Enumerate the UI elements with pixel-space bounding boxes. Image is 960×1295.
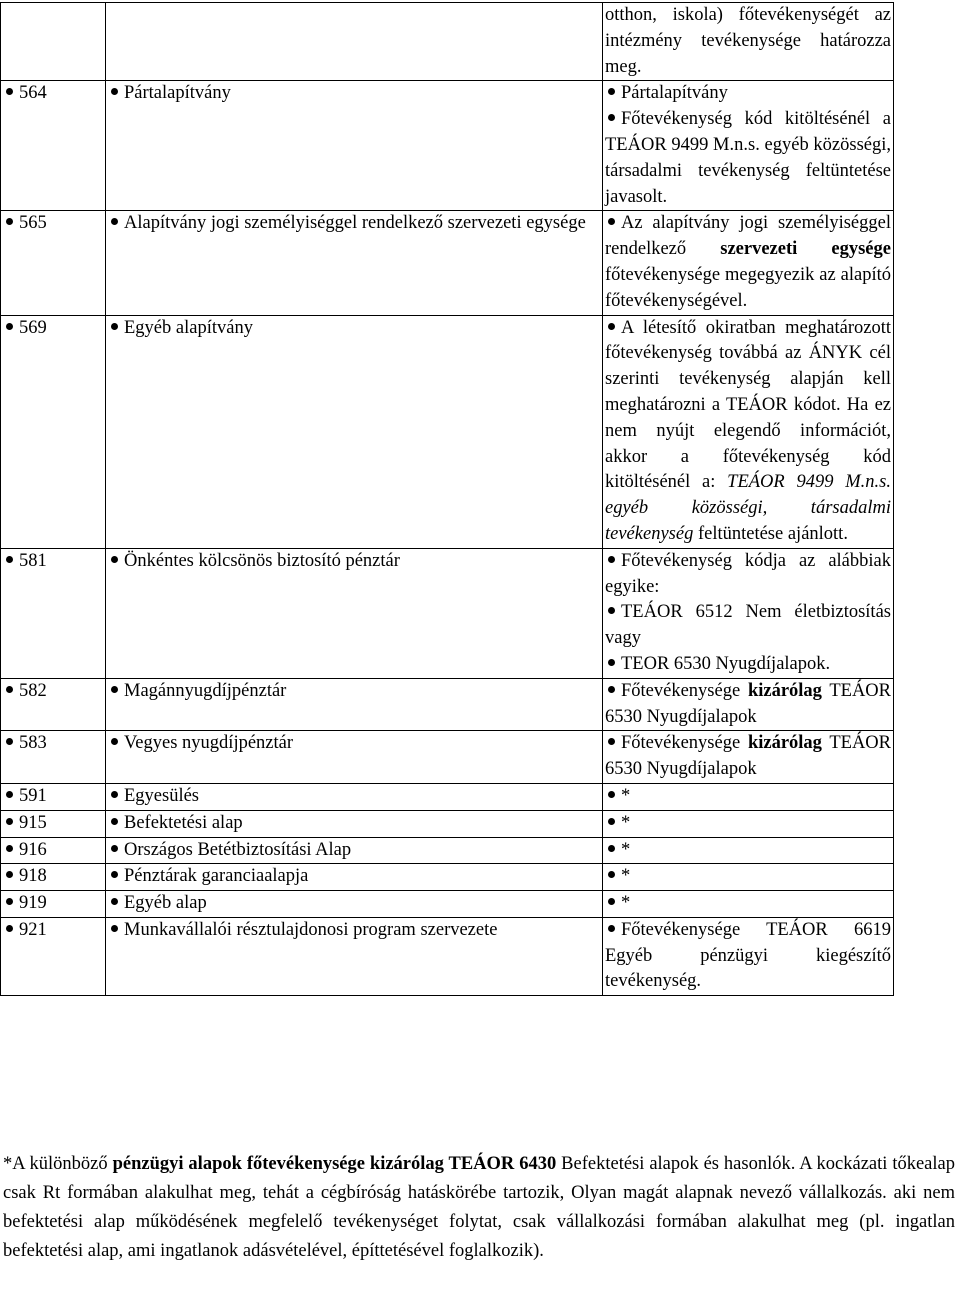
code-cell	[1, 211, 106, 315]
bullet-icon	[6, 845, 13, 852]
bullet-icon	[608, 556, 615, 563]
bullet-icon	[608, 845, 615, 852]
bullet-icon	[6, 323, 13, 330]
bullet-icon	[608, 218, 615, 225]
note-cell: *	[603, 891, 894, 918]
bullet-icon	[6, 925, 13, 932]
code-cell	[1, 810, 106, 837]
table-row	[1, 81, 894, 211]
bullet-icon	[111, 738, 118, 745]
note-cell: Főtevékenysége kizárólag TEÁOR 6530 Nyugdíjalapok	[603, 678, 894, 731]
table-row	[1, 548, 894, 678]
note-cell: *	[603, 810, 894, 837]
name-cell	[106, 837, 603, 864]
code-cell	[1, 917, 106, 995]
name-text: Befektetési alap	[124, 812, 243, 833]
note-cell: Pártalapítvány Főtevékenység kód kitöltésénél a TEÁOR 9499 M.n.s. egyéb közösségi, társadalmi tevékenység feltüntetése javasolt.	[603, 81, 894, 211]
code-text: 583	[19, 733, 47, 754]
table-row	[1, 678, 894, 731]
name-cell	[106, 3, 603, 81]
bullet-icon	[608, 738, 615, 745]
bullet-icon	[6, 88, 13, 95]
bullet-icon	[6, 898, 13, 905]
bullet-icon	[111, 88, 118, 95]
table-row	[1, 810, 894, 837]
note-cell: *	[603, 783, 894, 810]
table-row	[1, 211, 894, 315]
code-text: 564	[19, 83, 47, 104]
table-row	[1, 783, 894, 810]
bullet-icon	[608, 88, 615, 95]
organization-type-table	[0, 2, 894, 996]
code-cell	[1, 837, 106, 864]
bullet-icon	[608, 818, 615, 825]
name-cell	[106, 810, 603, 837]
bullet-icon	[608, 114, 615, 121]
bullet-icon	[608, 898, 615, 905]
code-text: 569	[19, 317, 47, 338]
name-cell	[106, 315, 603, 548]
bullet-icon	[111, 871, 118, 878]
bullet-icon	[608, 607, 615, 614]
bullet-icon	[111, 556, 118, 563]
code-text: 582	[19, 680, 47, 701]
table-row	[1, 864, 894, 891]
name-cell	[106, 548, 603, 678]
bullet-icon	[6, 818, 13, 825]
bullet-icon	[6, 738, 13, 745]
note-cell: *	[603, 837, 894, 864]
name-cell	[106, 211, 603, 315]
name-text: Pénztárak garanciaalapja	[124, 866, 309, 887]
name-cell	[106, 864, 603, 891]
bullet-icon	[6, 218, 13, 225]
name-text: Munkavállalói résztulajdonosi program szervezete	[124, 919, 498, 940]
bullet-icon	[608, 925, 615, 932]
table-row	[1, 315, 894, 548]
name-text: Önkéntes kölcsönös biztosító pénztár	[124, 550, 400, 571]
code-cell	[1, 678, 106, 731]
note-cell: *	[603, 864, 894, 891]
name-text: Pártalapítvány	[124, 83, 231, 104]
code-text: 919	[19, 893, 47, 914]
table-row	[1, 891, 894, 918]
code-text: 916	[19, 839, 47, 860]
note-cell: Az alapítvány jogi személyiséggel rendelkező szervezeti egysége főtevékenysége megegyezik az alapító főtevékenységével.	[603, 211, 894, 315]
code-text: 565	[19, 213, 47, 234]
name-text: Alapítvány jogi személyiséggel rendelkező szervezeti egysége	[124, 213, 586, 234]
bullet-icon	[111, 686, 118, 693]
bullet-icon	[111, 898, 118, 905]
note-cell: otthon, iskola) főtevékenységét az intézmény tevékenysége határozza meg.	[603, 3, 894, 81]
code-text: 581	[19, 550, 47, 571]
table-row	[1, 731, 894, 784]
code-text: 918	[19, 866, 47, 887]
bullet-icon	[608, 323, 615, 330]
name-text: Vegyes nyugdíjpénztár	[124, 733, 294, 754]
code-cell	[1, 3, 106, 81]
note-cell: A létesítő okiratban meghatározott főtevékenység továbbá az ÁNYK cél szerinti tevékenység alapján kell meghatározni a TEÁOR kódot. Ha ez nem nyújt elegendő információt, akkor a főtevékenység kód kitöltésénél a: TEÁOR 9499 M.n.s. egyéb közösségi, társadalmi tevékenység feltüntetése ajánlott.	[603, 315, 894, 548]
bullet-icon	[6, 791, 13, 798]
name-text: Egyéb alap	[124, 893, 207, 914]
footnote: *A különböző pénzügyi alapok főtevékenysége kizárólag TEÁOR 6430 Befektetési alapok és hasonlók. A kockázati tőkealap csak Rt formában alakulhat meg, tehát a cégbíróság hatáskörébe tartozik, Olyan magát alapnak nevező vállalkozás. aki nem befektetési alap működésének megfelelő tevékenységet folytat, csak vállalkozási formában alakulhat meg (pl. ingatlan befektetési alap, ami ingatlanok adásvételével, építtetésével foglalkozik).	[3, 1154, 955, 1261]
code-cell	[1, 81, 106, 211]
bullet-icon	[111, 925, 118, 932]
table-body	[1, 3, 894, 996]
note-cell: Főtevékenysége TEÁOR 6619 Egyéb pénzügyi kiegészítő tevékenység.	[603, 917, 894, 995]
name-text: Országos Betétbiztosítási Alap	[124, 839, 352, 860]
name-cell	[106, 81, 603, 211]
name-text: Egyesülés	[124, 785, 200, 806]
code-cell	[1, 864, 106, 891]
bullet-icon	[6, 556, 13, 563]
code-cell	[1, 783, 106, 810]
name-text: Egyéb alapítvány	[124, 317, 253, 338]
note-cell: Főtevékenység kódja az alábbiak egyike: TEÁOR 6512 Nem életbiztosítás vagy TEOR 6530 Nyugdíjalapok.	[603, 548, 894, 678]
code-text: 915	[19, 812, 47, 833]
note-cell: Főtevékenysége kizárólag TEÁOR 6530 Nyugdíjalapok	[603, 731, 894, 784]
bullet-icon	[111, 845, 118, 852]
code-cell	[1, 548, 106, 678]
name-cell	[106, 731, 603, 784]
table-row	[1, 837, 894, 864]
bullet-icon	[608, 871, 615, 878]
name-cell	[106, 891, 603, 918]
bullet-icon	[608, 659, 615, 666]
bullet-icon	[6, 686, 13, 693]
code-cell	[1, 891, 106, 918]
name-text: Magánnyugdíjpénztár	[124, 680, 287, 701]
bullet-icon	[6, 871, 13, 878]
code-cell	[1, 731, 106, 784]
name-cell	[106, 917, 603, 995]
name-cell	[106, 678, 603, 731]
bullet-icon	[608, 686, 615, 693]
code-cell	[1, 315, 106, 548]
table-row	[1, 917, 894, 995]
name-cell	[106, 783, 603, 810]
code-text: 591	[19, 785, 47, 806]
bullet-icon	[608, 791, 615, 798]
bullet-icon	[111, 818, 118, 825]
bullet-icon	[111, 218, 118, 225]
bullet-icon	[111, 791, 118, 798]
code-text: 921	[19, 919, 47, 940]
table-row	[1, 3, 894, 81]
bullet-icon	[111, 323, 118, 330]
